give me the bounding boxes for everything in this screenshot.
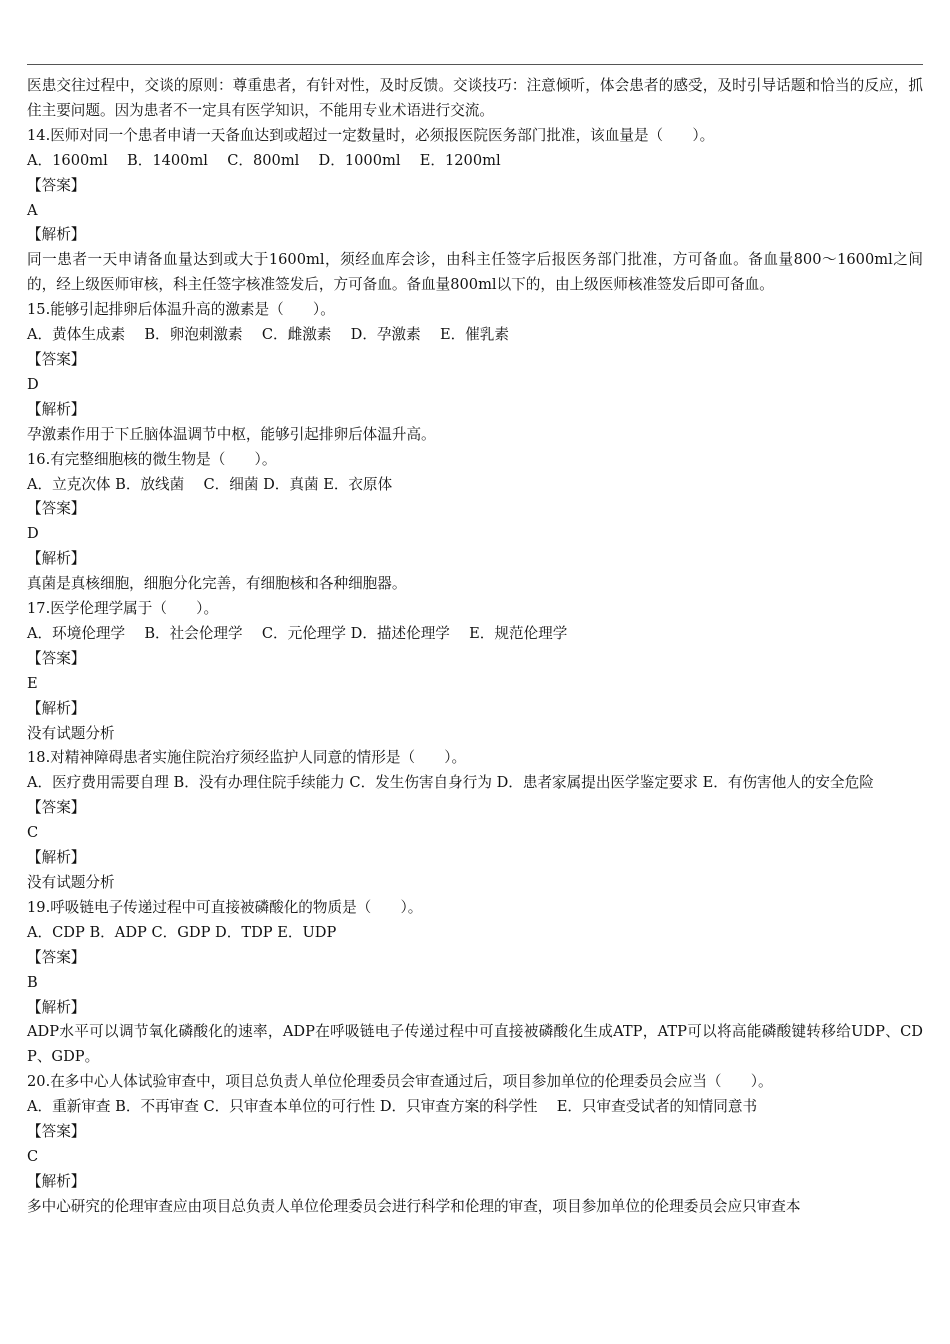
q15-analysis: 孕激素作用于下丘脑体温调节中枢，能够引起排卵后体温升高。	[27, 425, 436, 443]
q19-answer-label: 【答案】	[27, 948, 86, 966]
q20-analysis: 多中心研究的伦理审查应由项目总负责人单位伦理委员会进行科学和伦理的审查，项目参加单位的伦理委员会应只审查本	[27, 1197, 801, 1215]
q16-analysis: 真菌是真核细胞，细胞分化完善，有细胞核和各种细胞器。	[27, 575, 407, 593]
q18-answer-label: 【答案】	[27, 799, 86, 817]
q16-answer: D	[27, 525, 39, 543]
q14-answer-label: 【答案】	[27, 176, 86, 194]
q18-analysis: 没有试题分析	[27, 874, 115, 891]
q14-stem: 14.医师对同一个患者申请一天备血达到或超过一定数量时，必须报医院医务部门批准，该血量是（ ）。	[27, 126, 715, 144]
q17-answer: E	[27, 674, 38, 692]
q19-analysis-label: 【解析】	[27, 998, 86, 1016]
q14-answer: A	[27, 201, 38, 219]
q14-analysis: 同一患者一天申请备血量达到或大于1600ml，须经血库会诊，由科主任签字后报医务部门批准，方可备血。备血量800～1600ml之间的，经上级医师审核，科主任签字核准签发后，方可备血。备血量800ml以下的，由上级医师核准签发后即可备血。	[27, 251, 923, 294]
q15-stem: 15.能够引起排卵后体温升高的激素是（ ）。	[27, 301, 335, 319]
q15-options: A．黄体生成素 B．卵泡刺激素 C．雌激素 D．孕激素 E．催乳素	[27, 326, 509, 344]
q14-analysis-label: 【解析】	[27, 226, 86, 244]
q14-options: A．1600ml B．1400ml C．800ml D．1000ml E．1200ml	[27, 151, 501, 169]
q20-analysis-label: 【解析】	[27, 1172, 86, 1190]
q19-analysis: ADP水平可以调节氧化磷酸化的速率，ADP在呼吸链电子传递过程中可直接被磷酸化生成ATP，ATP可以将高能磷酸键转移给UDP、CDP、GDP。	[27, 1023, 923, 1066]
q15-answer: D	[27, 375, 39, 393]
q16-stem: 16.有完整细胞核的微生物是（ ）。	[27, 450, 277, 468]
q17-stem: 17.医学伦理学属于（ ）。	[27, 600, 219, 618]
q18-stem: 18.对精神障碍患者实施住院治疗须经监护人同意的情形是（ ）。	[27, 749, 467, 767]
q15-answer-label: 【答案】	[27, 350, 86, 368]
q17-options: A．环境伦理学 B．社会伦理学 C．元伦理学 D．描述伦理学 E．规范伦理学	[27, 624, 568, 642]
q18-answer: C	[27, 824, 39, 842]
q20-answer-label: 【答案】	[27, 1123, 86, 1141]
q19-answer: B	[27, 973, 38, 991]
q19-stem: 19.呼吸链电子传递过程中可直接被磷酸化的物质是（ ）。	[27, 898, 423, 916]
q20-stem: 20.在多中心人体试验审查中，项目总负责人单位伦理委员会审查通过后，项目参加单位的伦理委员会应当（ ）。	[27, 1073, 773, 1091]
q19-options: A．CDP B．ADP C．GDP D．TDP E．UDP	[27, 923, 337, 941]
q17-analysis: 没有试题分析	[27, 724, 115, 742]
q20-options: A．重新审查 B．不再审查 C．只审查本单位的可行性 D．只审查方案的科学性 E．只审查受试者的知情同意书	[27, 1098, 758, 1116]
q16-options: A．立克次体 B．放线菌 C．细菌 D．真菌 E．衣原体	[27, 475, 393, 493]
q16-answer-label: 【答案】	[27, 500, 86, 518]
q17-analysis-label: 【解析】	[27, 699, 86, 717]
q18-options: A．医疗费用需要自理 B．没有办理住院手续能力 C．发生伤害自身行为 D．患者家属提出医学鉴定要求 E．有伤害他人的安全危险	[27, 774, 874, 792]
document-body	[27, 74, 923, 1220]
q18-analysis-label: 【解析】	[27, 849, 86, 867]
header-rule	[27, 64, 923, 65]
intro-paragraph: 医患交往过程中，交谈的原则：尊重患者，有针对性，及时反馈。交谈技巧：注意倾听，体会患者的感受，及时引导话题和恰当的反应，抓住主要问题。因为患者不一定具有医学知识，不能用专业术语进行交流。	[27, 77, 923, 119]
q16-analysis-label: 【解析】	[27, 550, 86, 568]
q15-analysis-label: 【解析】	[27, 400, 86, 418]
q17-answer-label: 【答案】	[27, 649, 86, 667]
q20-answer: C	[27, 1147, 39, 1165]
